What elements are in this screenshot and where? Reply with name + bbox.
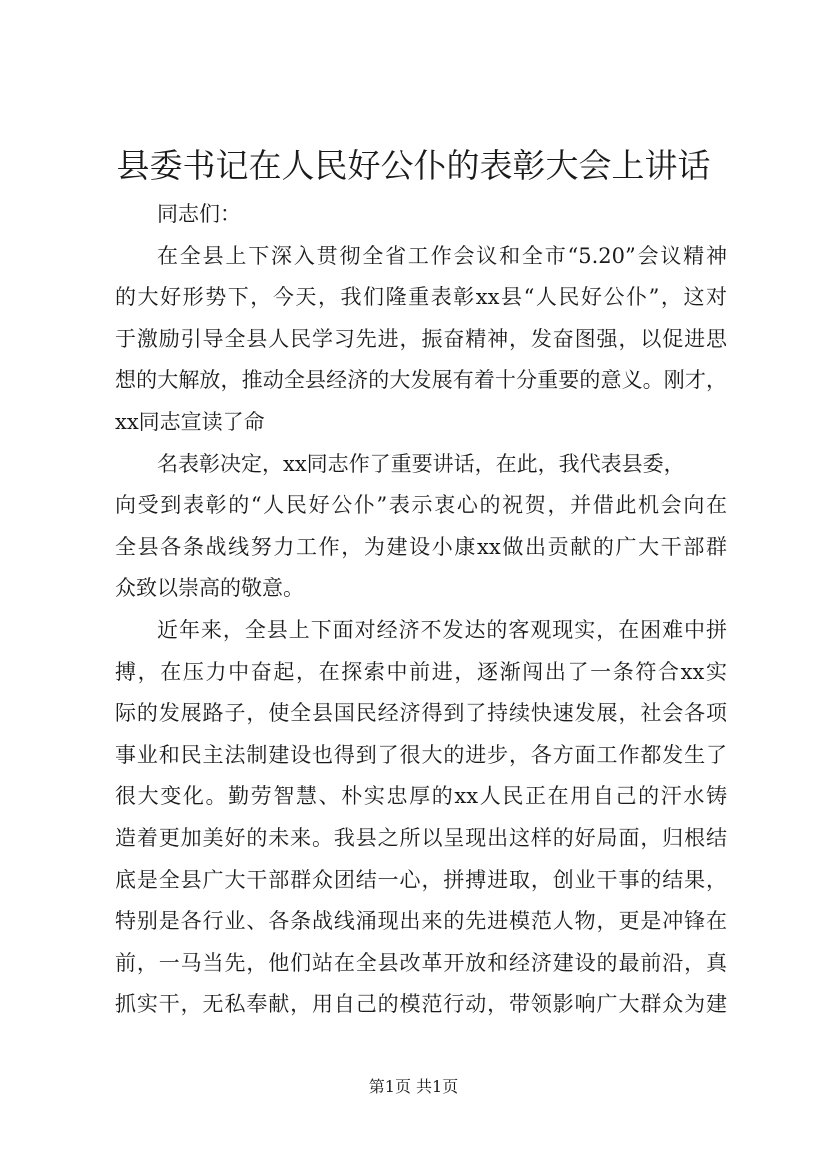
text-line: 际的发展路子，使全县国民经济得到了持续快速发展，社会各项 bbox=[115, 701, 727, 726]
document-body bbox=[115, 194, 727, 1026]
text-line: 全县各条战线努力工作，为建设小康xx做出贡献的广大干部群 bbox=[115, 534, 727, 559]
text-line: 近年来，全县上下面对经济不发达的客观现实，在困难中拼 bbox=[157, 617, 727, 642]
text-line: 造着更加美好的未来。我县之所以呈现出这样的好局面，归根结 bbox=[115, 825, 727, 850]
page-footer: 第1页 共1页 bbox=[368, 1077, 459, 1096]
text-line: 抓实干，无私奉献，用自己的模范行动，带领影响广大群众为建 bbox=[115, 992, 727, 1017]
text-line: 于激励引导全县人民学习先进，振奋精神，发奋图强，以促进思 bbox=[115, 326, 727, 351]
text-line: 事业和民主法制建设也得到了很大的进步，各方面工作都发生了 bbox=[115, 742, 727, 767]
text-line: 搏，在压力中奋起，在探索中前进，逐渐闯出了一条符合xx实 bbox=[115, 659, 727, 684]
text-line: 名表彰决定，xx同志作了重要讲话，在此，我代表县委， bbox=[157, 451, 685, 476]
text-line: 很大变化。勤劳智慧、朴实忠厚的xx人民正在用自己的汗水铸 bbox=[115, 784, 727, 809]
text-line: 前，一马当先，他们站在全县改革开放和经济建设的最前沿，真 bbox=[115, 950, 727, 975]
text-line: 向受到表彰的“人民好公仆”表示衷心的祝贺，并借此机会向在 bbox=[115, 493, 727, 518]
text-line: 特别是各行业、各条战线涌现出来的先进模范人物，更是冲锋在 bbox=[115, 909, 727, 934]
text-line: 底是全县广大干部群众团结一心，拼搏进取，创业干事的结果， bbox=[115, 867, 727, 892]
text-line: 在全县上下深入贯彻全省工作会议和全市“5.20”会议精神 bbox=[157, 243, 727, 268]
text-line: xx同志宣读了命 bbox=[115, 409, 265, 434]
text-line: 的大好形势下，今天，我们隆重表彰xx县“人民好公仆”，这对 bbox=[115, 285, 727, 310]
salutation: 同志们： bbox=[157, 202, 241, 226]
document-title: 县委书记在人民好公仆的表彰大会上讲话 bbox=[116, 146, 711, 185]
text-line: 众致以崇高的敬意。 bbox=[115, 576, 304, 601]
text-line: 想的大解放，推动全县经济的大发展有着十分重要的意义。刚才， bbox=[115, 368, 727, 393]
